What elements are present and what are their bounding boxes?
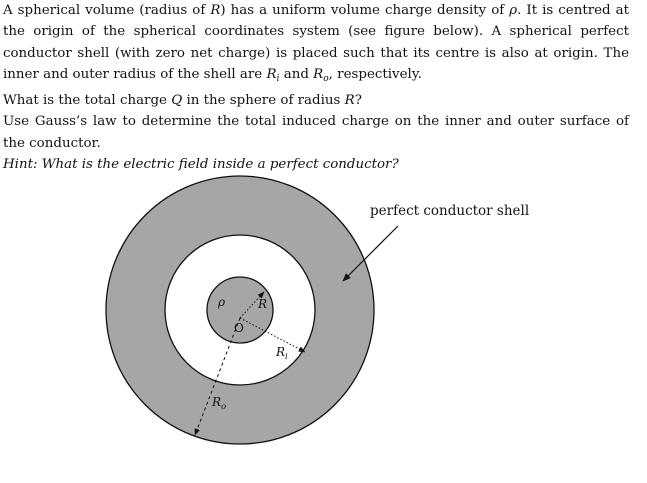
math-rho: ρ (509, 3, 518, 18)
rho-label: ρ (218, 295, 226, 309)
hint-label: Hint: (3, 157, 38, 173)
math-Ro-base: R (313, 66, 324, 82)
hint-text: What is the electric field inside a perfect conductor? (37, 157, 399, 173)
Ri-label-base: R (276, 345, 286, 359)
math-R-2: R (344, 93, 355, 109)
math-Ri-sub: i (276, 73, 280, 84)
math-R: R (210, 3, 221, 18)
para1-text-1: A spherical volume (radius of (3, 3, 211, 18)
Ro-label-base: R (212, 395, 222, 409)
Ri-label-sub: i (285, 352, 288, 362)
Ro-label-sub: o (221, 402, 227, 412)
math-Q: Q (171, 93, 183, 109)
para1-text-5: , respectively. (328, 66, 422, 82)
para2-text-3: ? (354, 93, 362, 109)
problem-paragraph-3: Use Gauss’s law to determine the total induced charge on the inner and outer surface of the conductor. (3, 114, 629, 151)
para1-text-2: ) has a uniform volume charge density of (220, 3, 510, 18)
R-label: R (258, 297, 268, 311)
math-Ri-base: R (266, 66, 277, 82)
para2-text-2: in the sphere of radius (182, 93, 345, 109)
para1-text-4: and (279, 66, 314, 82)
para1-text-3: . It is centred at the origin of the spherical coordinates system (see figure below). A spherical perfect conductor shell (with zero net charge) is placed such that its centre is also at origin. The inner and outer radius of the shell are (3, 3, 629, 82)
shell-label: perfect conductor shell (370, 203, 530, 219)
math-Ro-sub: o (323, 73, 329, 84)
origin-label: O (234, 321, 244, 335)
para2-text-1: What is the total charge (3, 93, 172, 109)
